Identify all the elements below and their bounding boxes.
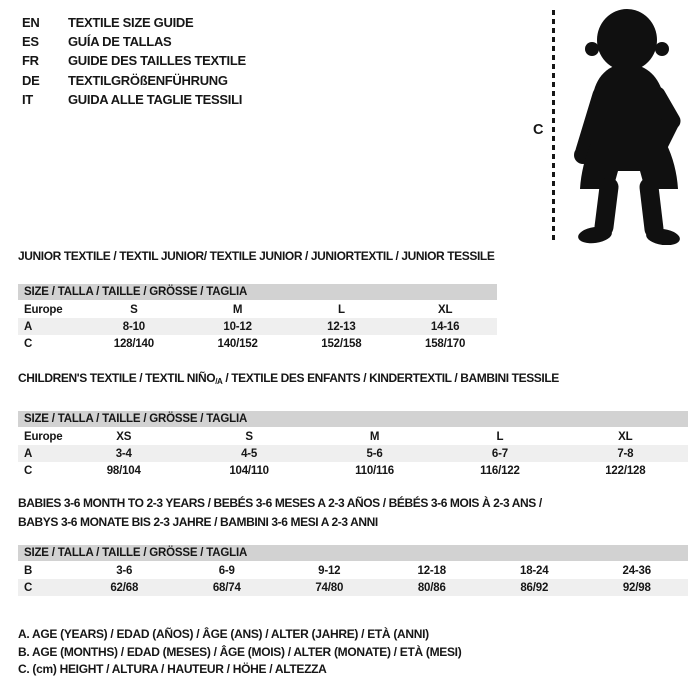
table-row <box>18 335 497 352</box>
height-measure-dotted-line <box>552 10 555 244</box>
babies-size-table <box>18 545 688 596</box>
children-size-table <box>18 411 688 479</box>
footnote: A. AGE (YEARS) / EDAD (AÑOS) / ÂGE (ANS) / ALTER (JAHRE) / ETÀ (ANNI) <box>18 627 429 641</box>
row-label: A <box>24 447 33 460</box>
table-cell: 116/122 <box>480 464 520 477</box>
language-label: GUIDA ALLE TAGLIE TESSILI <box>68 91 243 107</box>
table-row <box>18 562 688 579</box>
language-row <box>22 32 246 51</box>
table-cell: 14-16 <box>430 320 460 333</box>
table-cell: 86/92 <box>520 581 549 594</box>
row-label: Europe <box>24 430 63 443</box>
table-cell: 80/86 <box>417 581 446 594</box>
language-label: TEXTILE SIZE GUIDE <box>68 15 194 30</box>
row-label: A <box>24 320 33 333</box>
table-cell: S <box>130 303 138 316</box>
row-label: C <box>24 464 33 477</box>
footnote: C. (cm) HEIGHT / ALTURA / HAUTEUR / HÖHE / ALTEZZA <box>18 662 327 676</box>
row-label: C <box>24 581 33 594</box>
language-code: EN <box>22 15 40 30</box>
table-cell: 5-6 <box>366 447 383 460</box>
language-label: TEXTILGRÖßENFÜHRUNG <box>68 72 228 88</box>
table-cell: 18-24 <box>520 564 549 577</box>
table-row <box>18 318 497 335</box>
table-cell: 12-18 <box>417 564 446 577</box>
section-title-babies <box>18 494 688 532</box>
table-row <box>18 428 688 445</box>
table-row <box>18 445 688 462</box>
table-cell: L <box>337 303 345 316</box>
section-junior-textile <box>18 249 497 352</box>
table-cell: 140/152 <box>217 337 258 350</box>
table-row <box>18 462 688 479</box>
children-title-subscript: /A <box>215 377 223 386</box>
table-header: SIZE / TALLA / TAILLE / GRÖSSE / TAGLIA <box>18 411 688 427</box>
table-cell: 3-4 <box>115 447 132 460</box>
language-code: DE <box>22 72 40 88</box>
table-cell: 6-7 <box>491 447 508 460</box>
language-row <box>22 13 246 32</box>
children-title-prefix: CHILDREN'S TEXTILE / TEXTIL NIÑO <box>18 371 216 385</box>
footnote: B. AGE (MONTHS) / EDAD (MESES) / ÂGE (MOIS) / ALTER (MONATE) / ETÀ (MESI) <box>18 644 462 659</box>
table-cell: 122/128 <box>605 464 646 477</box>
table-cell: XS <box>116 430 132 443</box>
table-cell: 110/116 <box>355 464 394 477</box>
table-cell: 6-9 <box>218 564 235 577</box>
table-cell: 9-12 <box>318 564 341 577</box>
babies-title-line1: BABIES 3-6 MONTH TO 2-3 YEARS / BEBÉS 3-6 MESES A 2-3 AÑOS / BÉBÉS 3-6 MOIS À 2-3 ANS / <box>18 496 542 510</box>
height-measure-label: C <box>533 122 544 138</box>
language-code: IT <box>22 91 33 107</box>
footnote-list <box>18 626 461 679</box>
table-cell: 62/68 <box>110 581 139 594</box>
table-cell: 68/74 <box>212 581 241 594</box>
table-cell: 12-13 <box>327 320 356 333</box>
row-label: Europe <box>24 303 63 316</box>
table-cell: L <box>496 430 504 443</box>
table-header: SIZE / TALLA / TAILLE / GRÖSSE / TAGLIA <box>18 545 688 561</box>
language-label: GUIDE DES TAILLES TEXTILE <box>68 53 246 69</box>
table-row <box>18 579 688 596</box>
language-label: GUÍA DE TALLAS <box>68 34 172 50</box>
table-cell: M <box>369 430 380 443</box>
table-cell: 4-5 <box>241 447 258 460</box>
table-cell: 10-12 <box>223 320 252 333</box>
language-row <box>22 51 246 70</box>
toddler-silhouette-icon <box>557 5 699 245</box>
table-header: SIZE / TALLA / TAILLE / GRÖSSE / TAGLIA <box>18 284 497 300</box>
table-cell: 128/140 <box>113 337 154 350</box>
language-code: ES <box>22 34 39 50</box>
table-row <box>18 301 497 318</box>
section-children-textile <box>18 371 688 479</box>
table-cell: 7-8 <box>617 447 634 460</box>
section-title-junior: JUNIOR TEXTILE / TEXTIL JUNIOR/ TEXTILE JUNIOR / JUNIORTEXTIL / JUNIOR TESSILE <box>18 249 495 263</box>
table-cell: 92/98 <box>622 581 651 594</box>
table-cell: M <box>232 303 243 316</box>
table-cell: 24-36 <box>622 564 651 577</box>
table-cell: S <box>245 430 253 443</box>
table-cell: XL <box>437 303 453 316</box>
table-cell: 8-10 <box>122 320 145 333</box>
children-title-suffix: / TEXTILE DES ENFANTS / KINDERTEXTIL / BAMBINI TESSILE <box>222 371 559 385</box>
table-cell: 74/80 <box>315 581 344 594</box>
table-cell: 152/158 <box>321 337 362 350</box>
table-cell: 104/110 <box>229 464 269 477</box>
row-label: C <box>24 337 33 350</box>
table-cell: 158/170 <box>425 337 466 350</box>
section-title-children <box>18 371 688 389</box>
babies-title-line2: BABYS 3-6 MONATE BIS 2-3 JAHRE / BAMBINI 3-6 MESI A 2-3 ANNI <box>18 515 378 529</box>
table-cell: 3-6 <box>116 564 133 577</box>
junior-size-table <box>18 284 497 352</box>
language-list <box>22 13 246 109</box>
section-babies-textile <box>18 494 688 596</box>
row-label: B <box>24 564 33 577</box>
language-code: FR <box>22 53 39 69</box>
table-cell: XL <box>618 430 633 443</box>
language-row <box>22 71 246 90</box>
language-row <box>22 90 246 109</box>
table-cell: 98/104 <box>106 464 141 477</box>
